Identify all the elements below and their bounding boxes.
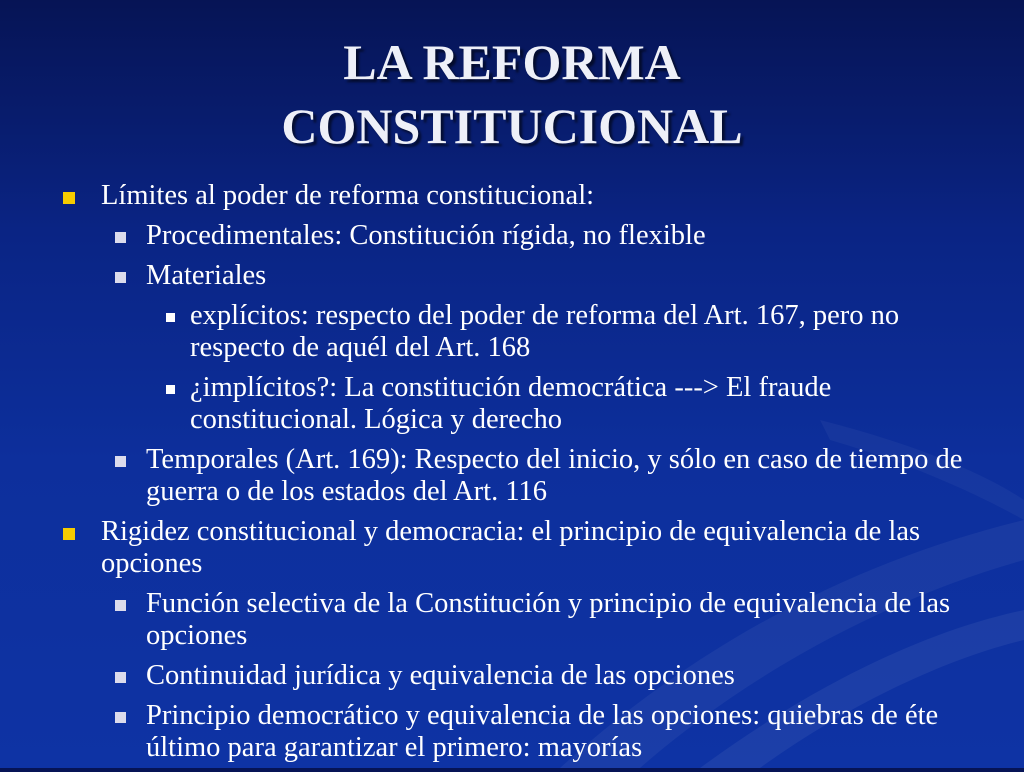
list-item [0, 180, 1024, 212]
list-item [0, 516, 1024, 580]
list-item-text: Rigidez constitucional y democracia: el principio de equivalencia de las opciones [101, 516, 921, 579]
list-item [0, 260, 1024, 292]
list-item-text: Procedimentales: Constitución rígida, no flexible [146, 220, 706, 251]
square-bullet-icon [115, 600, 126, 611]
list-item [0, 588, 1024, 652]
list-item-text: Principio democrático y equivalencia de las opciones: quiebras de éte último para garantizar el primero: mayorías [146, 700, 939, 763]
square-bullet-icon [166, 313, 175, 322]
list-item [0, 300, 1024, 364]
list-item [0, 372, 1024, 436]
list-item-text: explícitos: respecto del poder de reforma del Art. 167, pero no respecto de aquél del Art. 168 [190, 300, 900, 363]
square-bullet-icon [115, 232, 126, 243]
slide-title [0, 30, 1024, 158]
list-item-text: Materiales [146, 260, 267, 291]
list-item [0, 444, 1024, 508]
slide-title-line-1: LA REFORMA [343, 34, 681, 90]
list-item [0, 220, 1024, 252]
bullet-list [0, 180, 1024, 772]
square-bullet-icon [166, 385, 175, 394]
square-bullet-icon [115, 456, 126, 467]
list-item-text: ¿implícitos?: La constitución democrática ---> El fraude constitucional. Lógica y derecho [190, 372, 832, 435]
list-item-text: Límites al poder de reforma constitucional: [101, 180, 595, 211]
square-bullet-icon [115, 272, 126, 283]
list-item-text: Función selectiva de la Constitución y principio de equivalencia de las opciones [146, 588, 951, 651]
slide-title-line-2: CONSTITUCIONAL [281, 98, 743, 154]
list-item-text: Continuidad jurídica y equivalencia de las opciones [146, 660, 735, 691]
list-item [0, 700, 1024, 764]
square-bullet-icon [115, 672, 126, 683]
square-bullet-icon [63, 192, 75, 204]
list-item [0, 660, 1024, 692]
square-bullet-icon [63, 528, 75, 540]
square-bullet-icon [115, 712, 126, 723]
list-item-text: Temporales (Art. 169): Respecto del inicio, y sólo en caso de tiempo de guerra o de los estados del Art. 116 [146, 444, 963, 507]
